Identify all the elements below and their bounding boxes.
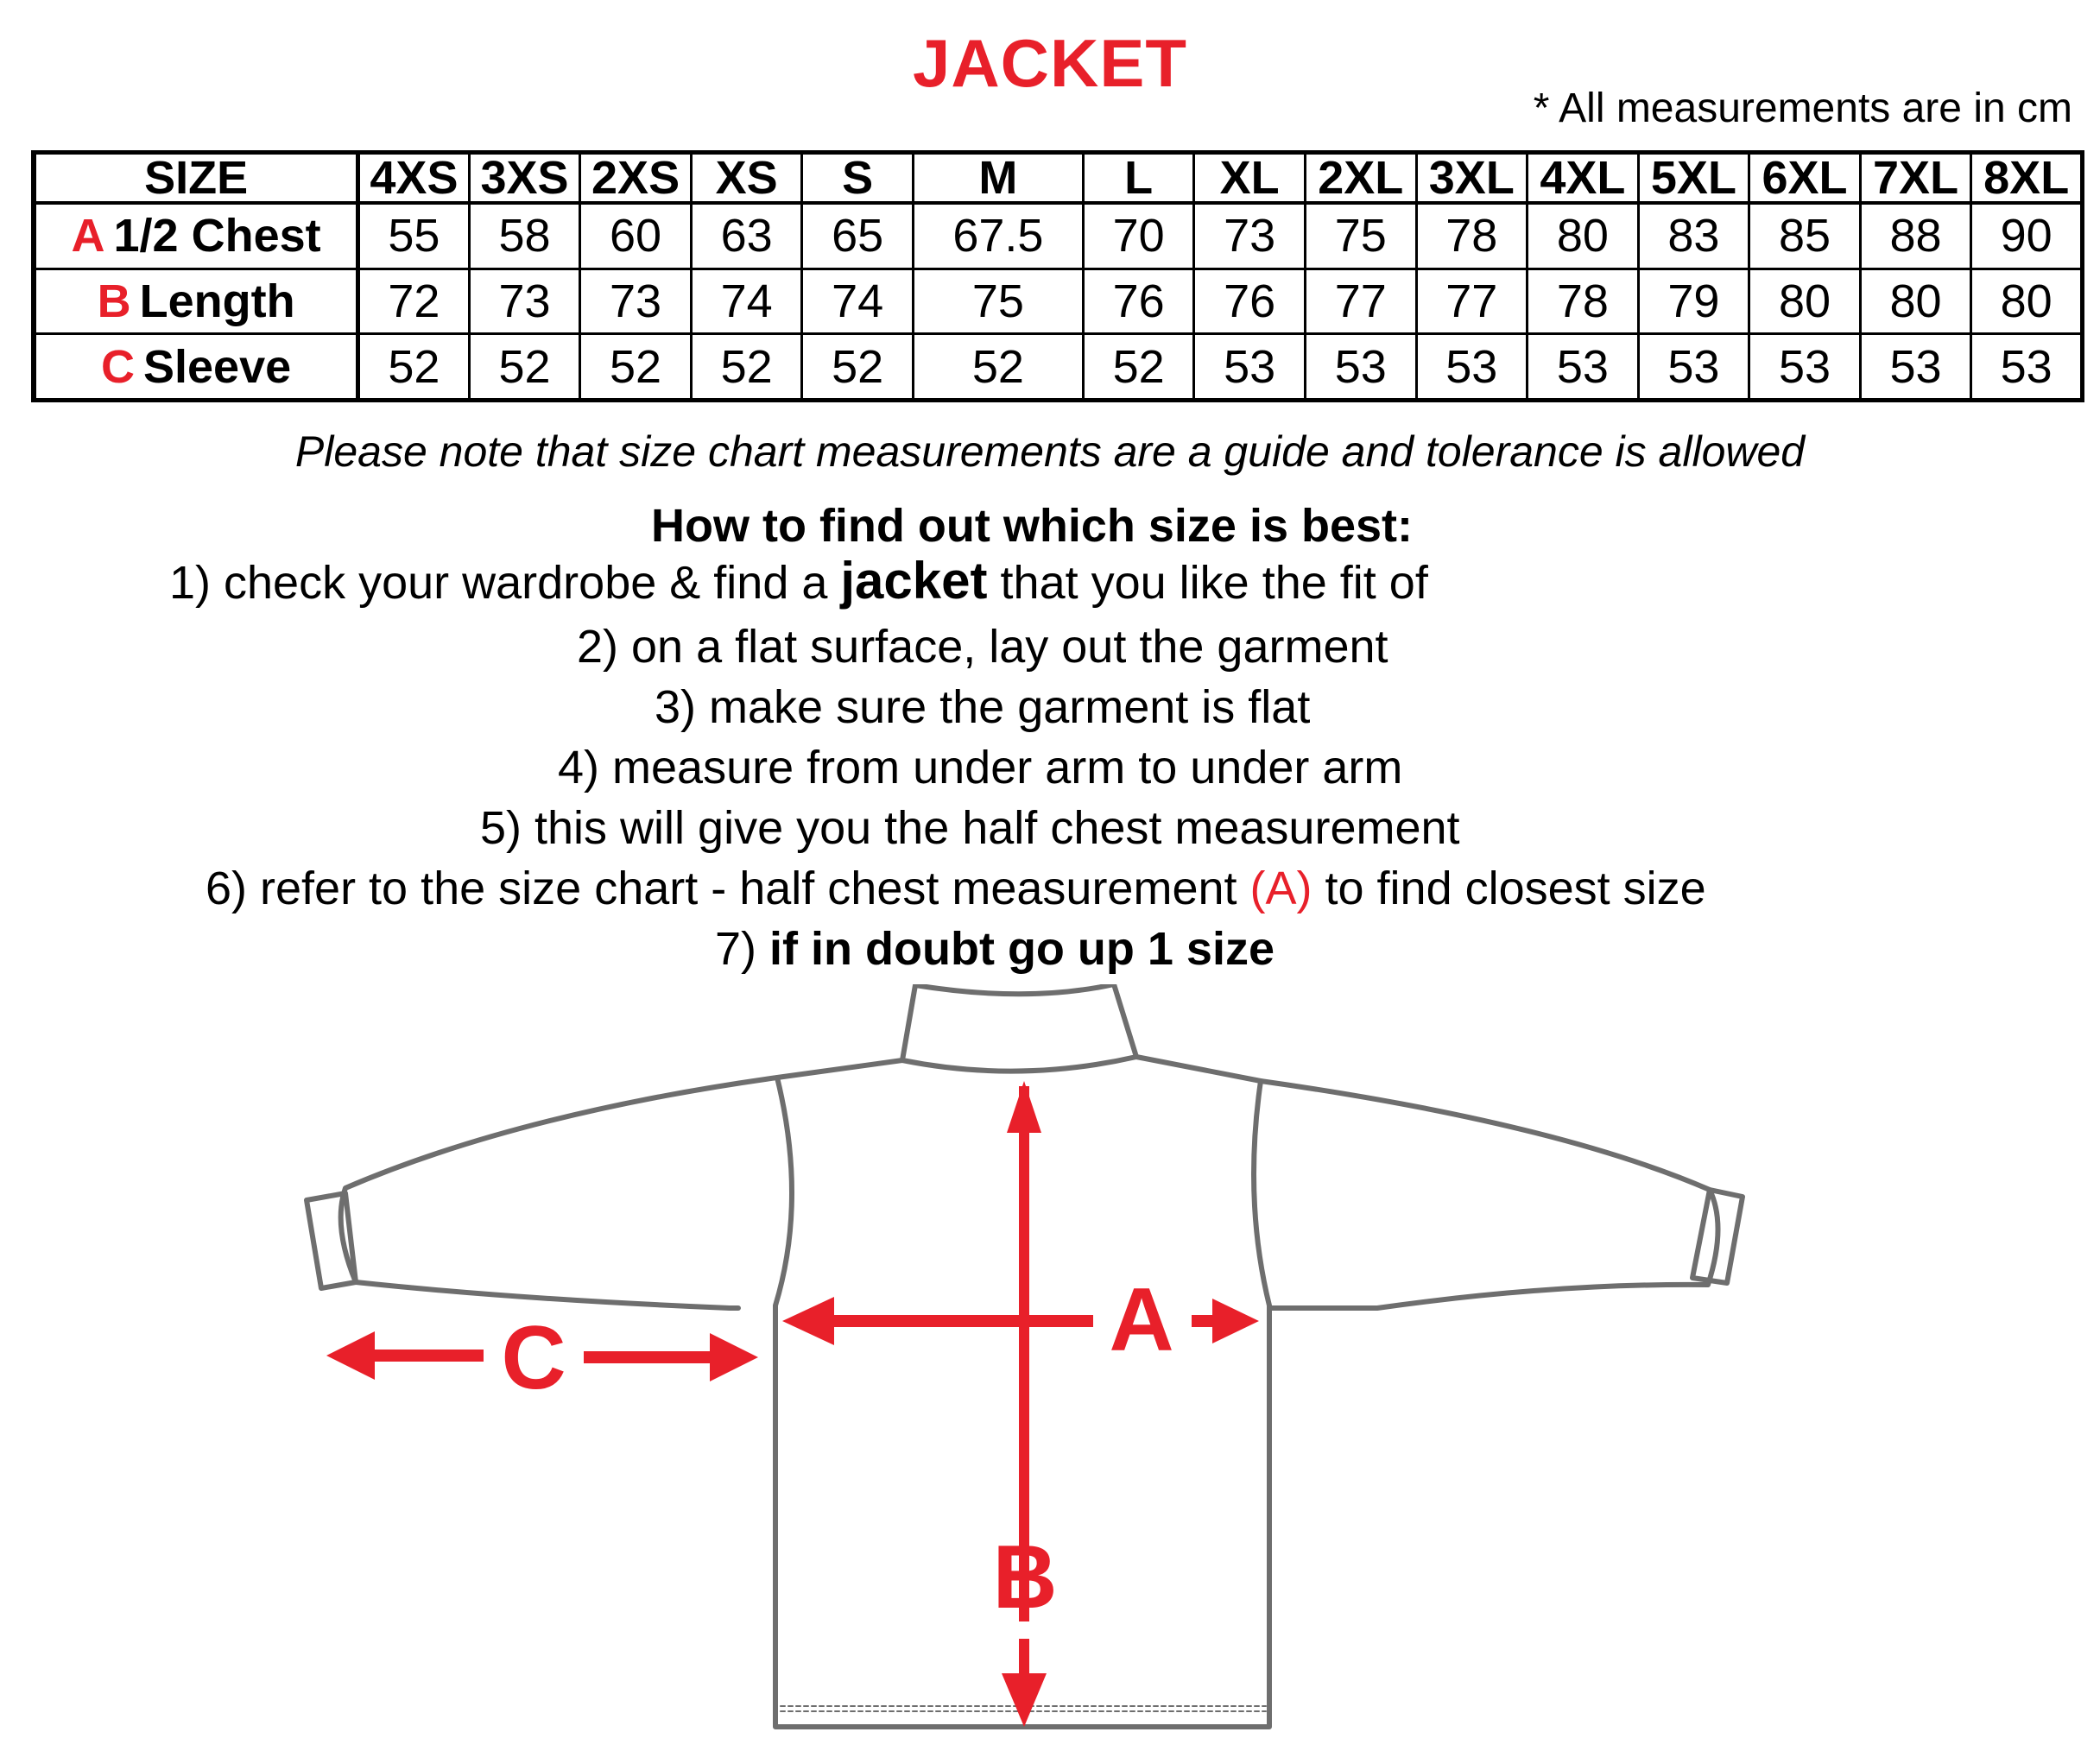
- label-b: B: [992, 1527, 1058, 1628]
- row-label: [34, 334, 358, 401]
- row-letter: A: [71, 210, 105, 262]
- c-arrow-head-left: [326, 1331, 375, 1380]
- step-3: 3) make sure the garment is flat: [655, 681, 1311, 733]
- size-header-cell: XS: [691, 153, 802, 204]
- tolerance-note: Please note that size chart measurements are a guide and tolerance is allowed: [294, 427, 1806, 476]
- c-arrow-head-right: [710, 1333, 758, 1381]
- size-header-cell: 7XL: [1860, 153, 1971, 204]
- row-label-text: Sleeve: [143, 340, 292, 393]
- table-cell: 80: [1971, 269, 2083, 334]
- table-row: [34, 203, 2083, 269]
- table-cell: 52: [580, 334, 692, 401]
- table-cell: 75: [913, 269, 1083, 334]
- a-arrow-shaft: [812, 1315, 1093, 1327]
- row-label: [34, 203, 358, 269]
- size-header-cell: 2XL: [1305, 153, 1416, 204]
- step-6-text: 6) refer to the size chart - half chest measurement: [206, 863, 1250, 914]
- size-header: SIZE: [34, 153, 358, 204]
- table-cell: 78: [1528, 269, 1639, 334]
- a-arrow-head-left: [782, 1297, 834, 1345]
- label-a: A: [1109, 1270, 1174, 1370]
- table-cell: 75: [1305, 203, 1416, 269]
- how-to-title: How to find out which size is best:: [650, 500, 1413, 552]
- a-arrow-head-right: [1212, 1299, 1259, 1343]
- right-sleeve-outline: [1136, 1057, 1718, 1308]
- step-2: 2) on a flat surface, lay out the garment: [577, 621, 1388, 673]
- c-arrow-shaft-right: [584, 1351, 713, 1363]
- size-header-cell: M: [913, 153, 1083, 204]
- table-cell: 53: [1971, 334, 2083, 401]
- table-cell: 52: [913, 334, 1083, 401]
- size-header-cell: L: [1083, 153, 1194, 204]
- table-cell: 52: [802, 334, 914, 401]
- table-cell: 77: [1416, 269, 1528, 334]
- step-4: 4) measure from under arm to under arm: [558, 742, 1403, 793]
- page-title: JACKET: [912, 25, 1188, 101]
- step-1-bold: jacket: [840, 552, 988, 610]
- left-sleeve-outline: [341, 1060, 902, 1308]
- step-6: [206, 863, 1706, 914]
- table-cell: 80: [1528, 203, 1639, 269]
- table-cell: 53: [1638, 334, 1749, 401]
- table-cell: 74: [802, 269, 914, 334]
- table-cell: 60: [580, 203, 692, 269]
- step-7-num: 7): [715, 923, 770, 975]
- size-header-cell: 3XL: [1416, 153, 1528, 204]
- size-chart-table: [31, 150, 2084, 402]
- table-cell: 53: [1749, 334, 1861, 401]
- table-cell: 88: [1860, 203, 1971, 269]
- row-letter: B: [97, 275, 131, 327]
- row-label-text: Length: [139, 275, 295, 327]
- step-6-ref: (A): [1249, 863, 1312, 914]
- c-arrow-shaft-left: [363, 1350, 484, 1362]
- table-cell: 79: [1638, 269, 1749, 334]
- jacket-diagram: [0, 984, 2100, 1751]
- table-cell: 80: [1749, 269, 1861, 334]
- size-header-cell: 4XS: [358, 153, 470, 204]
- b-arrow-head-top: [1007, 1081, 1041, 1133]
- units-note: * All measurements are in cm: [1533, 85, 2072, 131]
- table-cell: 52: [469, 334, 580, 401]
- size-header-cell: 6XL: [1749, 153, 1861, 204]
- table-cell: 78: [1416, 203, 1528, 269]
- step-7: [715, 924, 1275, 975]
- step-6-text-end: to find closest size: [1312, 863, 1706, 914]
- size-header-cell: 2XS: [580, 153, 692, 204]
- table-cell: 67.5: [913, 203, 1083, 269]
- table-cell: 53: [1194, 334, 1306, 401]
- row-label: [34, 269, 358, 334]
- size-header-cell: S: [802, 153, 914, 204]
- collar-outline: [902, 984, 1136, 1071]
- row-letter: C: [101, 340, 135, 393]
- table-cell: 53: [1305, 334, 1416, 401]
- table-cell: 52: [691, 334, 802, 401]
- table-cell: 70: [1083, 203, 1194, 269]
- b-arrow-head-bottom: [1002, 1673, 1047, 1727]
- table-cell: 65: [802, 203, 914, 269]
- jacket-diagram-svg: [0, 984, 2100, 1751]
- size-header-cell: XL: [1194, 153, 1306, 204]
- table-cell: 73: [580, 269, 692, 334]
- size-header-cell: 5XL: [1638, 153, 1749, 204]
- table-cell: 53: [1416, 334, 1528, 401]
- table-row: [34, 269, 2083, 334]
- step-1: [169, 553, 1428, 610]
- table-cell: 52: [1083, 334, 1194, 401]
- table-cell: 73: [469, 269, 580, 334]
- step-5: 5) this will give you the half chest measurement: [480, 802, 1460, 854]
- row-label-text: 1/2 Chest: [113, 210, 321, 262]
- size-header-cell: 4XL: [1528, 153, 1639, 204]
- table-cell: 52: [358, 334, 470, 401]
- table-cell: 58: [469, 203, 580, 269]
- table-cell: 55: [358, 203, 470, 269]
- table-cell: 74: [691, 269, 802, 334]
- table-cell: 80: [1860, 269, 1971, 334]
- table-cell: 63: [691, 203, 802, 269]
- step-7-bold: if in doubt go up 1 size: [769, 923, 1275, 975]
- table-cell: 85: [1749, 203, 1861, 269]
- size-header-cell: 3XS: [469, 153, 580, 204]
- table-header-row: [34, 153, 2083, 204]
- table-row: [34, 334, 2083, 401]
- table-cell: 77: [1305, 269, 1416, 334]
- left-cuff: [307, 1193, 356, 1288]
- table-cell: 53: [1528, 334, 1639, 401]
- step-1-text: 1) check your wardrobe & find a: [169, 557, 841, 609]
- size-header-cell: 8XL: [1971, 153, 2083, 204]
- table-cell: 76: [1194, 269, 1306, 334]
- table-cell: 76: [1083, 269, 1194, 334]
- table-cell: 83: [1638, 203, 1749, 269]
- label-c: C: [501, 1308, 566, 1408]
- table-cell: 72: [358, 269, 470, 334]
- table-cell: 73: [1194, 203, 1306, 269]
- step-1-text-end: that you like the fit of: [987, 557, 1428, 609]
- table-cell: 90: [1971, 203, 2083, 269]
- table-cell: 53: [1860, 334, 1971, 401]
